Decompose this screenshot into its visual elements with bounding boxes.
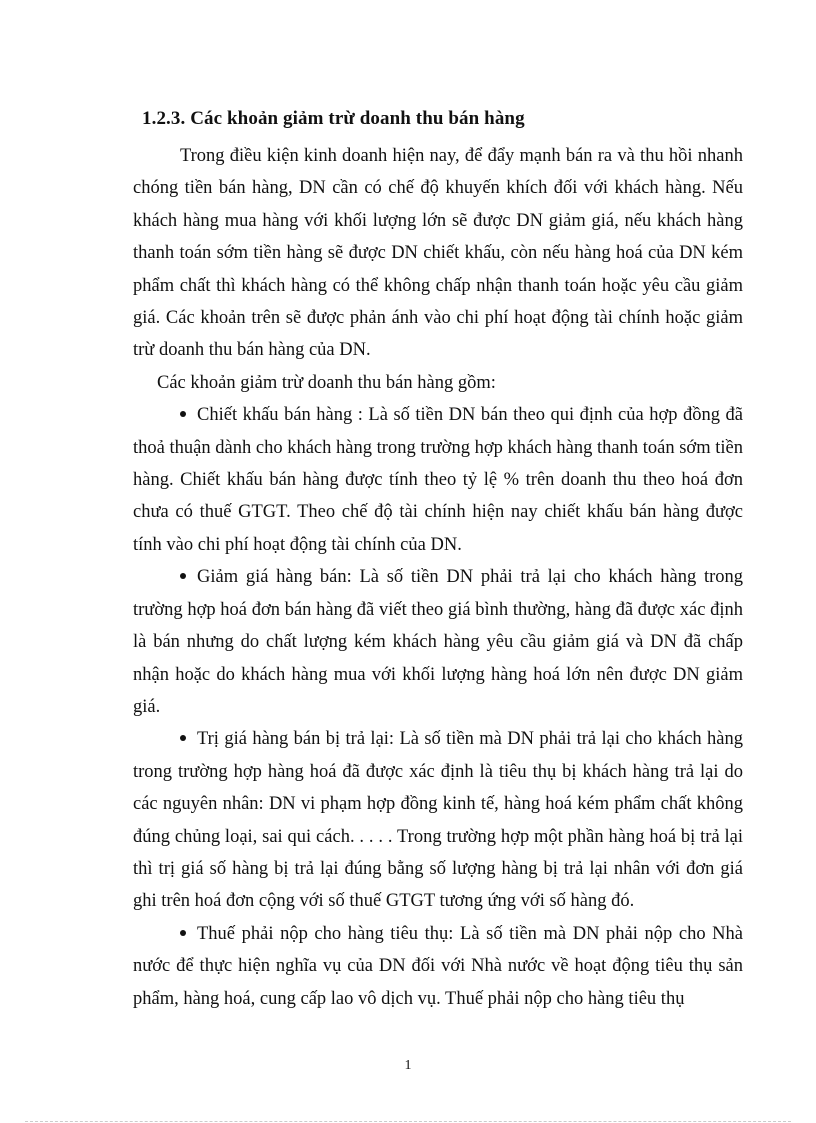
page-break-divider: [25, 1121, 791, 1122]
list-item-text: Chiết khấu bán hàng : Là số tiền DN bán theo qui định của hợp đồng đã thoả thuận dành cho khách hàng trong trường hợp khách hàng thanh toán sớm tiền hàng. Chiết khấu bán hàng được tính theo tỷ lệ % trên doanh thu theo hoá đơn chưa có thuế GTGT. Theo chế độ tài chính hiện nay chiết khấu bán hàng được tính vào chi phí hoạt động tài chính của DN.: [133, 405, 743, 555]
list-item: [133, 723, 743, 917]
list-intro-paragraph: Các khoản giảm trừ doanh thu bán hàng gồm:: [157, 372, 496, 393]
list-item: [133, 561, 743, 723]
list-item-text: Thuế phải nộp cho hàng tiêu thụ: Là số tiền mà DN phải nộp cho Nhà nước để thực hiện nghĩa vụ của DN đối với Nhà nước về hoạt động tiêu thụ sản phẩm, hàng hoá, cung cấp lao vô dịch vụ. Thuế phải nộp cho hàng tiêu thụ: [133, 923, 743, 1009]
list-item: [133, 918, 743, 1015]
list-item-text: Trị giá hàng bán bị trả lại: Là số tiền mà DN phải trả lại cho khách hàng trong trường hợp hàng hoá đã được xác định là tiêu thụ bị khách hàng trả lại do các nguyên nhân: DN vi phạm hợp đồng kinh tế, hàng hoá kém phẩm chất không đúng chủng loại, sai qui cách. . . . . Trong trường hợp một phần hàng hoá bị trả lại thì trị giá số hàng bị trả lại đúng bằng số lượng hàng bị trả lại nhân với đơn giá ghi trên hoá đơn cộng với số thuế GTGT tương ứng với số hàng đó.: [133, 729, 743, 912]
list-item-text: Giảm giá hàng bán: Là số tiền DN phải trả lại cho khách hàng trong trường hợp hoá đơn bán hàng đã viết theo giá bình thường, hàng đã được xác định là bán nhưng do chất lượng kém khách hàng yêu cầu giảm giá và DN đã chấp nhận hoặc do khách hàng mua với khối lượng hàng hoá lớn nên được DN giảm giá.: [133, 567, 743, 717]
intro-paragraph: Trong điều kiện kinh doanh hiện nay, để đẩy mạnh bán ra và thu hồi nhanh chóng tiền bán hàng, DN cần có chế độ khuyến khích đối với khách hàng. Nếu khách hàng mua hàng với khối lượng lớn sẽ được DN giảm giá, nếu khách hàng thanh toán sớm tiền hàng sẽ được DN chiết khấu, còn nếu hàng hoá của DN kém phẩm chất thì khách hàng có thể không chấp nhận thanh toán hoặc yêu cầu giảm giá. Các khoản trên sẽ được phản ánh vào chi phí hoạt động tài chính hoặc giảm trừ doanh thu bán hàng của DN.: [133, 146, 743, 361]
bullet-icon: [180, 411, 186, 417]
page-number: 1: [404, 1058, 412, 1073]
document-body: [133, 140, 743, 1015]
list-item: [133, 399, 743, 561]
section-heading: 1.2.3. Các khoản giảm trừ doanh thu bán hàng: [142, 108, 525, 129]
bullet-icon: [180, 930, 186, 936]
bullet-icon: [180, 573, 186, 579]
bullet-icon: [180, 735, 186, 741]
